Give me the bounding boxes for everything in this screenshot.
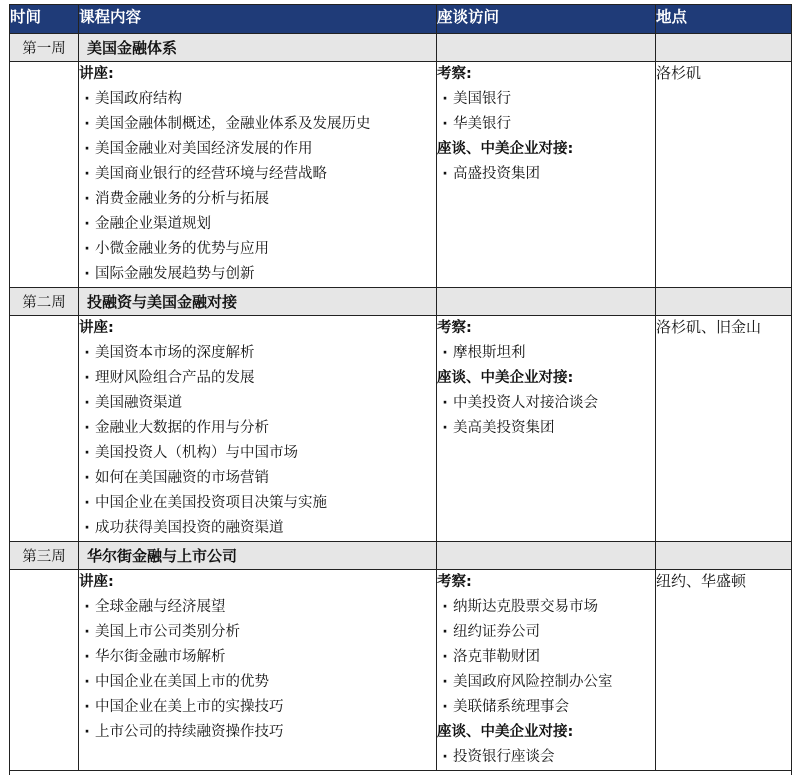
lecture-item: · 美国金融业对美国经济发展的作用 [79, 137, 436, 162]
empty-cell [10, 62, 79, 288]
week-title: 美国金融体系 [79, 34, 437, 62]
lecture-heading: 讲座: [79, 320, 114, 336]
lecture-item: · 中国企业在美国投资项目决策与实施 [79, 491, 436, 516]
forum-heading: 座谈、中美企业对接: [437, 724, 574, 740]
lecture-item: · 小微金融业务的优势与应用 [79, 237, 436, 262]
lecture-item: · 美国金融体制概述，金融业体系及发展历史 [79, 112, 436, 137]
forum-item: · 投资银行座谈会 [437, 745, 655, 770]
forum-heading: 座谈、中美企业对接: [437, 141, 574, 157]
lecture-item: · 如何在美国融资的市场营销 [79, 466, 436, 491]
lecture-item: · 美国政府结构 [79, 87, 436, 112]
forum-list [437, 391, 655, 441]
forum-list [437, 745, 655, 770]
schedule-table [9, 4, 792, 775]
week-row [10, 288, 792, 316]
lecture-heading: 讲座: [79, 66, 114, 82]
week-row [10, 542, 792, 570]
visit-list [437, 595, 655, 720]
visit-item: · 纳斯达克股票交易市场 [437, 595, 655, 620]
week-title: 投融资与美国金融对接 [79, 288, 437, 316]
empty-cell [10, 316, 79, 542]
lecture-item: · 美国上市公司类别分析 [79, 620, 436, 645]
week-label: 第三周 [10, 542, 79, 570]
footer-row [10, 771, 792, 775]
lecture-item: · 华尔街金融市场解析 [79, 645, 436, 670]
lecture-item: · 美国投资人（机构）与中国市场 [79, 441, 436, 466]
lecture-cell [79, 570, 437, 771]
header-row [10, 5, 792, 34]
visit-heading: 考察: [437, 574, 472, 590]
lecture-heading: 讲座: [79, 574, 114, 590]
lecture-item: · 理财风险组合产品的发展 [79, 366, 436, 391]
visit-item: · 纽约证券公司 [437, 620, 655, 645]
visit-item: · 美国银行 [437, 87, 655, 112]
visit-item: · 摩根斯坦利 [437, 341, 655, 366]
empty-cell [437, 34, 656, 62]
empty-cell [10, 771, 792, 775]
visit-cell [437, 62, 656, 288]
location-cell: 纽约、华盛顿 [656, 570, 792, 771]
forum-item: · 美高美投资集团 [437, 416, 655, 441]
week-label: 第二周 [10, 288, 79, 316]
lecture-item: · 中国企业在美国上市的优势 [79, 670, 436, 695]
visit-heading: 考察: [437, 66, 472, 82]
visit-list [437, 87, 655, 137]
lecture-item: · 上市公司的持续融资操作技巧 [79, 720, 436, 745]
empty-cell [437, 542, 656, 570]
week-title: 华尔街金融与上市公司 [79, 542, 437, 570]
location-cell: 洛杉矶、旧金山 [656, 316, 792, 542]
forum-heading: 座谈、中美企业对接: [437, 370, 574, 386]
lecture-item: · 成功获得美国投资的融资渠道 [79, 516, 436, 541]
location-cell: 洛杉矶 [656, 62, 792, 288]
lecture-item: · 国际金融发展趋势与创新 [79, 262, 436, 287]
week-detail-row [10, 316, 792, 542]
visit-cell [437, 316, 656, 542]
visit-item: · 洛克菲勒财团 [437, 645, 655, 670]
visit-heading: 考察: [437, 320, 472, 336]
visit-item: · 美国政府风险控制办公室 [437, 670, 655, 695]
lecture-cell [79, 316, 437, 542]
visit-item: · 美联储系统理事会 [437, 695, 655, 720]
lecture-item: · 中国企业在美上市的实操技巧 [79, 695, 436, 720]
week-label: 第一周 [10, 34, 79, 62]
header-location: 地点 [656, 5, 792, 34]
lecture-item: · 美国融资渠道 [79, 391, 436, 416]
lecture-item: · 消费金融业务的分析与拓展 [79, 187, 436, 212]
empty-cell [656, 288, 792, 316]
visit-item: · 华美银行 [437, 112, 655, 137]
lecture-item: · 美国资本市场的深度解析 [79, 341, 436, 366]
forum-item: · 高盛投资集团 [437, 162, 655, 187]
forum-list [437, 162, 655, 187]
lecture-list [79, 87, 436, 287]
empty-cell [656, 542, 792, 570]
lecture-item: · 全球金融与经济展望 [79, 595, 436, 620]
header-time: 时间 [10, 5, 79, 34]
empty-cell [437, 288, 656, 316]
week-detail-row [10, 62, 792, 288]
lecture-cell [79, 62, 437, 288]
week-detail-row [10, 570, 792, 771]
lecture-item: · 金融业大数据的作用与分析 [79, 416, 436, 441]
header-course-content: 课程内容 [79, 5, 437, 34]
forum-item: · 中美投资人对接洽谈会 [437, 391, 655, 416]
lecture-list [79, 595, 436, 745]
lecture-item: · 金融企业渠道规划 [79, 212, 436, 237]
header-visits: 座谈访问 [437, 5, 656, 34]
visit-list [437, 341, 655, 366]
empty-cell [10, 570, 79, 771]
empty-cell [656, 34, 792, 62]
week-row [10, 34, 792, 62]
visit-cell [437, 570, 656, 771]
lecture-item: · 美国商业银行的经营环境与经营战略 [79, 162, 436, 187]
lecture-list [79, 341, 436, 541]
